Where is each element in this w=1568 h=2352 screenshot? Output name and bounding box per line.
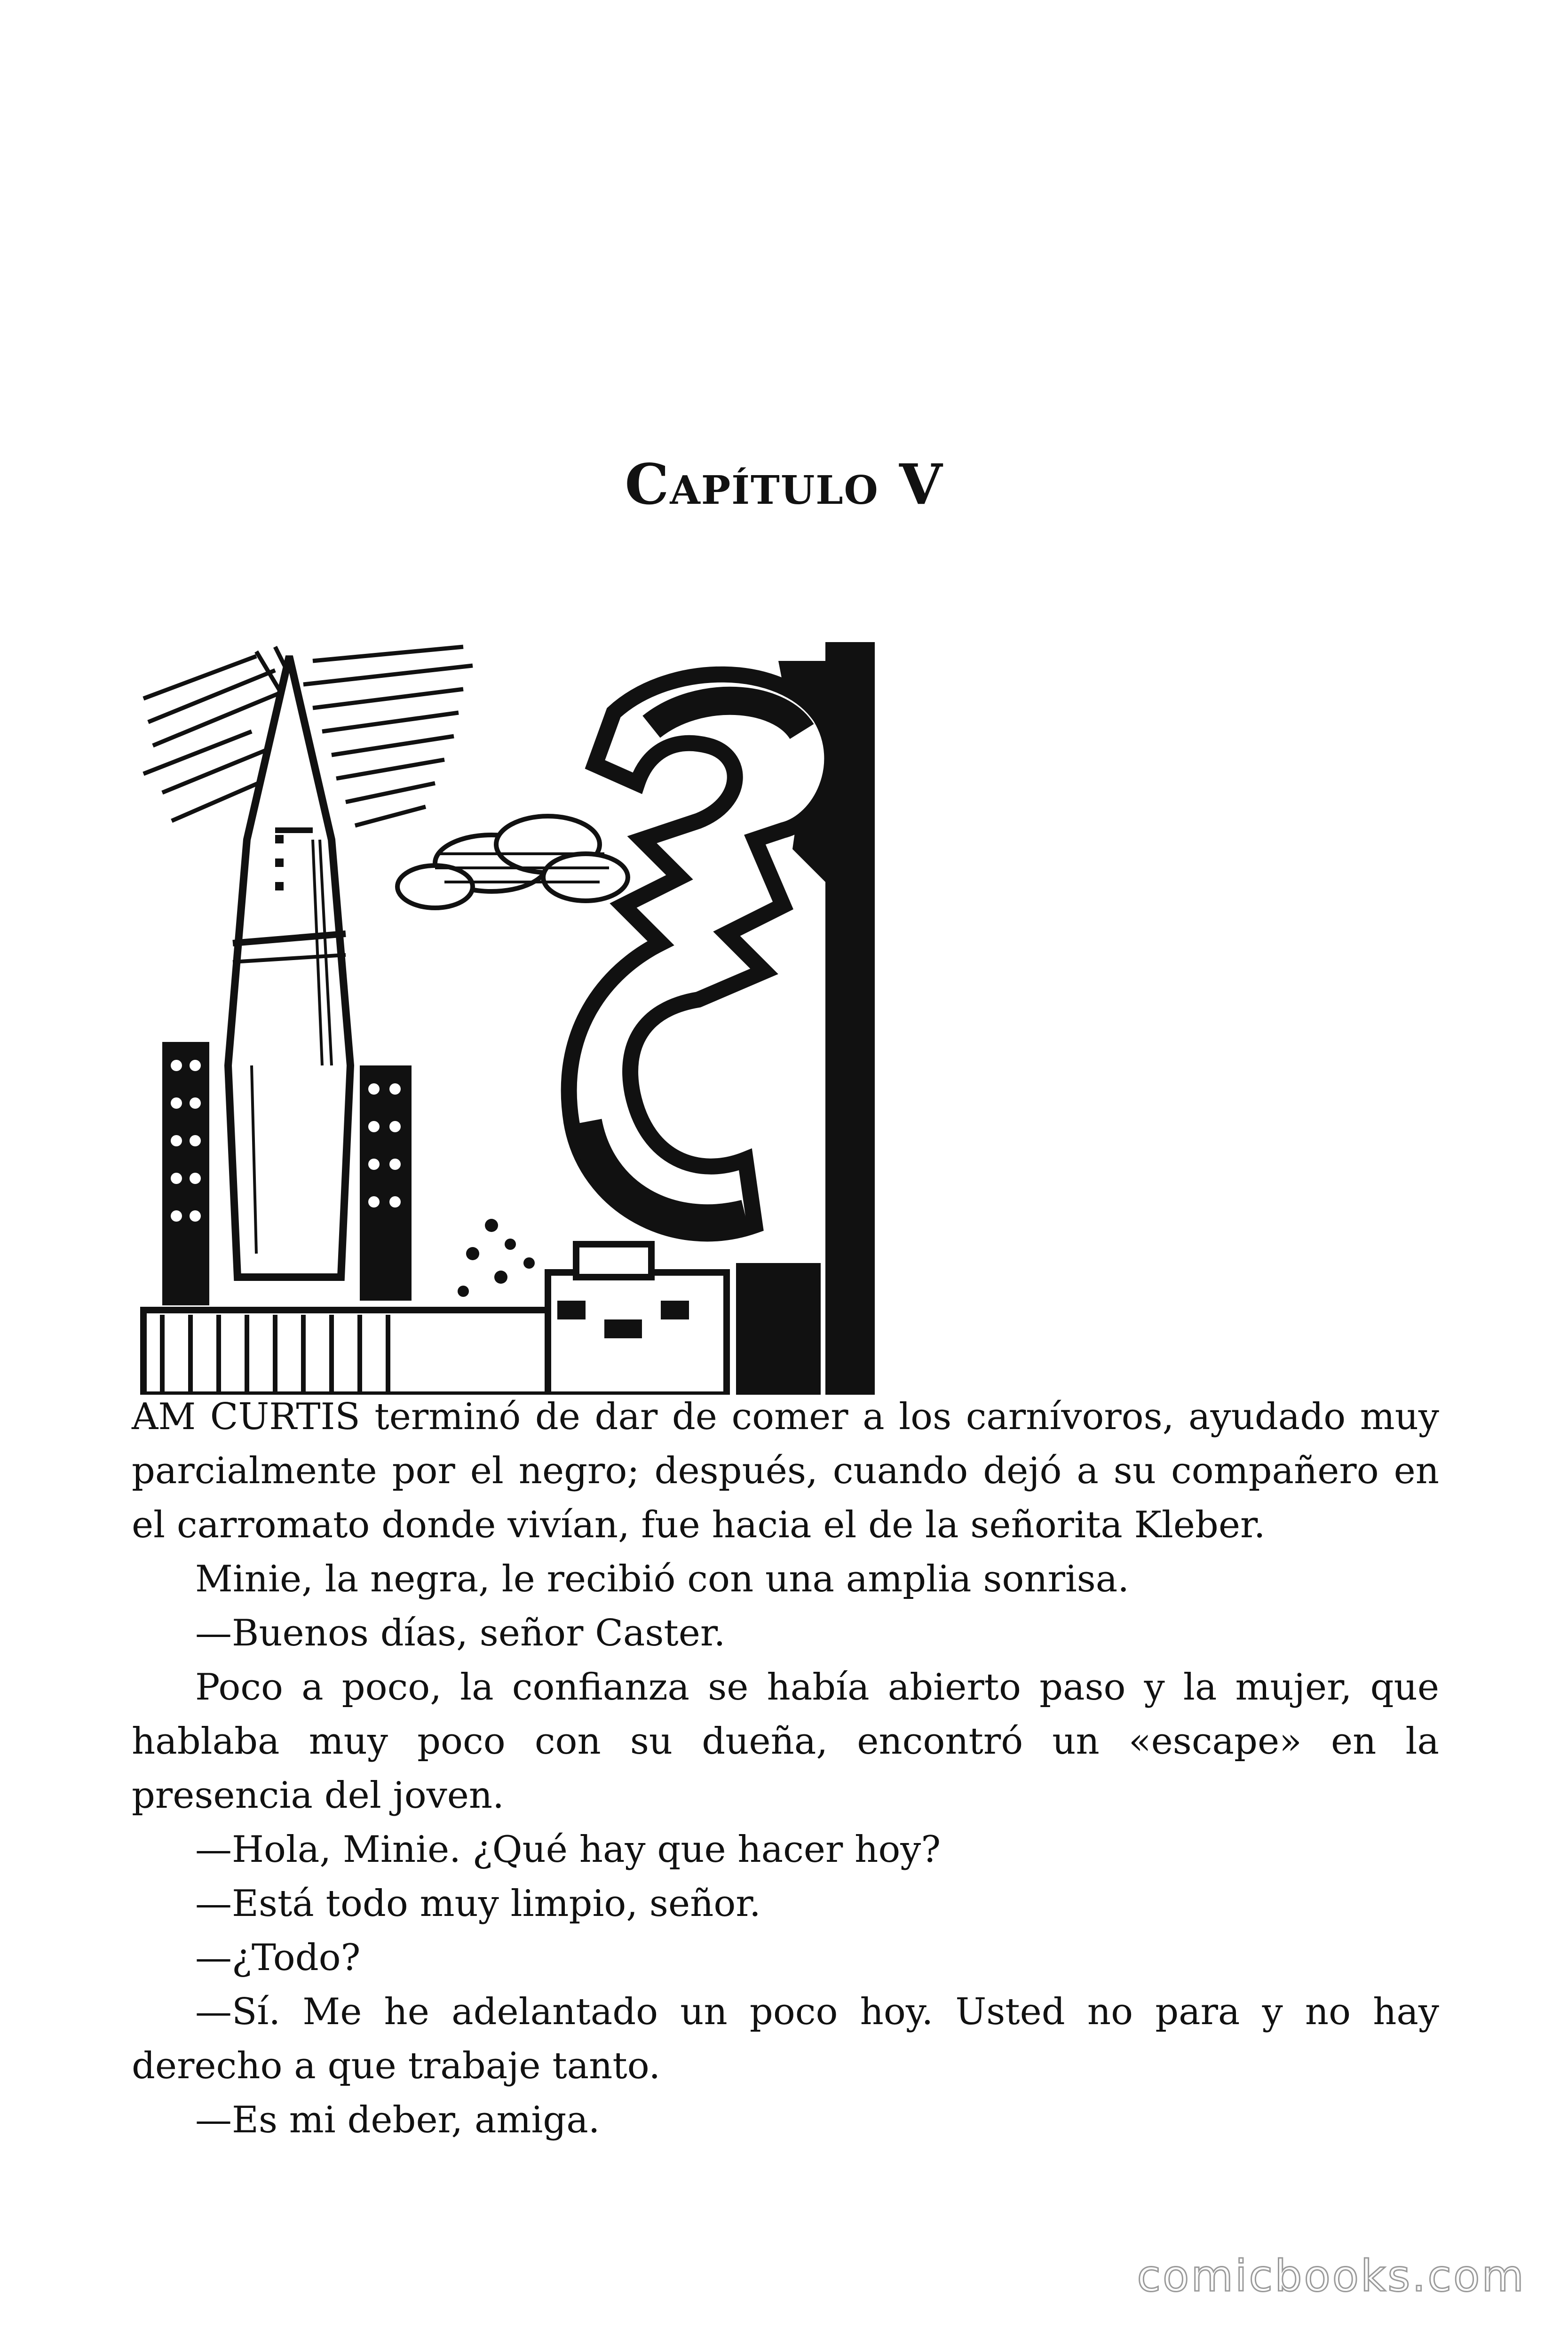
- paragraph: Minie, la negra, le recibió con una amplia sonrisa.: [195, 1558, 1130, 1600]
- watermark: comicbooks.com: [1137, 2251, 1526, 2301]
- paragraph: —Está todo muy limpio, señor.: [195, 1883, 761, 1925]
- paragraph: AM CURTIS terminó de dar de comer a los carnívoros, ayudado muy parcialmente por el negro; después, cuando dejó a su compañero en el carromato donde vivían, fue hacia el de la señorita Kleber.: [132, 1396, 1439, 1546]
- body-text: [132, 1390, 1439, 2147]
- paragraph: —Es mi deber, amiga.: [195, 2099, 600, 2141]
- paragraph: —Hola, Minie. ¿Qué hay que hacer hoy?: [195, 1828, 941, 1871]
- paragraph: —Sí. Me he adelantado un poco hoy. Usted no para y no hay derecho a que trabaje tanto.: [132, 1991, 1439, 2087]
- rocket-drop-cap-illustration-icon: [134, 642, 875, 1395]
- paragraph: —Buenos días, señor Caster.: [195, 1612, 726, 1654]
- drop-cap-illustration: [134, 642, 875, 1395]
- paragraph: Poco a poco, la confianza se había abierto paso y la mujer, que hablaba muy poco con su dueña, encontró un «escape» en la presencia del joven.: [132, 1666, 1439, 1817]
- chapter-title: Capítulo V: [625, 452, 943, 517]
- paragraph: —¿Todo?: [195, 1937, 361, 1979]
